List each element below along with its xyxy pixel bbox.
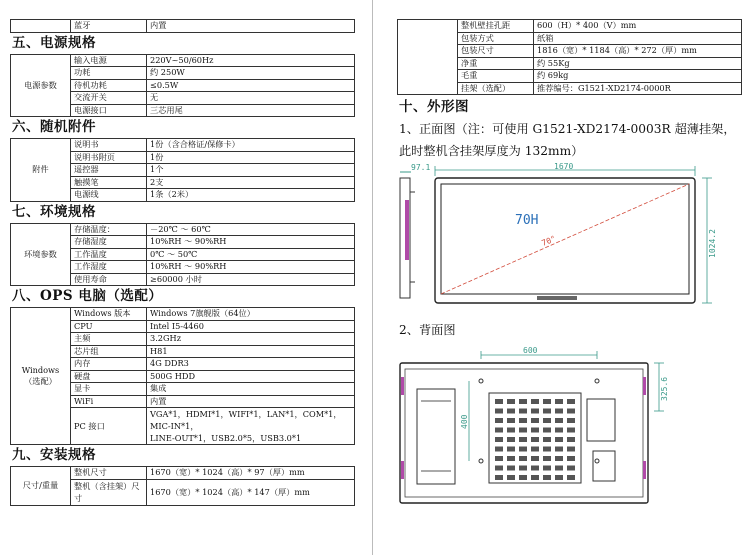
vent-slot [531, 428, 539, 433]
section-title-environment: 七、环境规格 [12, 203, 96, 220]
table-row: 包装尺寸 1816（宽）* 1184（高）* 272（厚）mm [398, 45, 742, 58]
vent-slot [507, 437, 515, 442]
vent-slot [567, 456, 575, 461]
table-row: 整机（含挂架）尺寸 1670（宽）* 1024（高）* 147（厚）mm [11, 479, 355, 505]
table-row: 存储湿度 10%RH ～ 90%RH [11, 236, 355, 249]
table-row: 交流开关 无 [11, 92, 355, 105]
vent-slot [543, 399, 551, 404]
vent-slot [567, 418, 575, 423]
model-label: 70H [515, 213, 539, 228]
table-row: 功耗 约 250W [11, 67, 355, 80]
vent-slot [531, 409, 539, 414]
table-row: Windows （选配） Windows 版本 Windows 7旗舰版（64位） [11, 308, 355, 321]
vent-slot [567, 437, 575, 442]
front-view-drawing [397, 162, 742, 317]
vent-slot [567, 409, 575, 414]
group-label: 附件 [11, 139, 71, 202]
table-row: 遥控器 1个 [11, 164, 355, 177]
vent-slot [531, 418, 539, 423]
table-row: 硬盘 500G HDD [11, 370, 355, 383]
vent-slot [531, 437, 539, 442]
height-dimension: 1024.2 [708, 229, 717, 258]
vent-slot [543, 466, 551, 471]
table-row: PC 接口 VGA*1，HDMI*1，WIFI*1，LAN*1，COM*1，MIC-IN*1， LINE-OUT*1，USB2.0*5，USB3.0*1 [11, 408, 355, 445]
vent-slot [495, 428, 503, 433]
right-column [397, 0, 742, 506]
hole-horizontal-dimension: 600 [523, 346, 538, 355]
environment-table [10, 223, 355, 287]
table-row: 工作湿度 10%RH ～ 90%RH [11, 261, 355, 274]
left-module [417, 389, 455, 484]
vent-slot [519, 466, 527, 471]
mount-hole [595, 379, 599, 383]
table-row: 显卡 集成 [11, 383, 355, 396]
back-caption: 2、背面图 [399, 323, 456, 337]
table-row: CPU Intel I5-4460 [11, 320, 355, 333]
table-row: 内存 4G DDR3 [11, 358, 355, 371]
vent-slot [543, 456, 551, 461]
width-dimension: 1670 [554, 162, 574, 171]
vent-grid [495, 399, 575, 480]
mount-hole [595, 459, 599, 463]
vent-slot [495, 475, 503, 480]
group-label: Windows （选配） [11, 308, 71, 445]
io-panel [587, 399, 615, 441]
vent-slot [555, 456, 563, 461]
table-row: 使用寿命 ≥60000 小时 [11, 273, 355, 286]
column-divider [372, 0, 373, 555]
table-row: 环境参数 存储温度： －20℃ ～ 60℃ [11, 223, 355, 236]
left-column [10, 0, 355, 506]
table-row: 主频 3.2GHz [11, 333, 355, 346]
vent-slot [507, 447, 515, 452]
diagonal-label: 70" [540, 234, 558, 248]
vent-slot [495, 399, 503, 404]
vent-slot [531, 466, 539, 471]
vent-slot [555, 409, 563, 414]
accessories-table [10, 138, 355, 202]
vent-slot [519, 456, 527, 461]
vent-slot [555, 475, 563, 480]
vent-slot [507, 456, 515, 461]
vent-slot [531, 399, 539, 404]
ops-table [10, 307, 355, 445]
table-row: 挂架（选配） 推荐编号：G1521-XD2174-0000R [398, 82, 742, 95]
vent-slot [507, 418, 515, 423]
group-label: 电源参数 [11, 54, 71, 117]
side-profile [400, 172, 415, 298]
table-row: 附件 说明书 1份（含合格证/保修卡） [11, 139, 355, 152]
panel-frame [435, 178, 695, 303]
side-dimension: 325.6 [660, 376, 669, 401]
table-row: 电源参数 输入电源 220V~50/60Hz [11, 54, 355, 67]
vent-slot [519, 409, 527, 414]
vent-slot [531, 456, 539, 461]
vent-slot [555, 399, 563, 404]
vent-slot [495, 447, 503, 452]
section-title-outline: 十、外形图 [399, 99, 469, 115]
vent-slot [519, 437, 527, 442]
vent-slot [531, 475, 539, 480]
vent-slot [567, 428, 575, 433]
section-title-power: 五、电源规格 [12, 34, 96, 51]
vent-slot [567, 447, 575, 452]
table-row: 工作温度 0℃ ～ 50℃ [11, 248, 355, 261]
depth-dimension: 97.1 [411, 163, 431, 172]
vent-slot [507, 475, 515, 480]
vent-slot [543, 418, 551, 423]
bottom-bar [537, 296, 577, 300]
table-row: 待机功耗 ≤0.5W [11, 79, 355, 92]
vent-slot [543, 428, 551, 433]
vent-slot [555, 437, 563, 442]
hole-vertical-dimension: 400 [460, 414, 469, 429]
bluetooth-table [10, 19, 355, 33]
table-row: 电源接口 三芯用尾 [11, 104, 355, 117]
back-frame [400, 363, 648, 503]
vent-slot [507, 466, 515, 471]
table-row: 说明书附页 1份 [11, 151, 355, 164]
vent-slot [519, 475, 527, 480]
vent-slot [531, 447, 539, 452]
table-row: 芯片组 H81 [11, 345, 355, 358]
diagonal-line [441, 184, 689, 294]
vent-slot [507, 428, 515, 433]
vent-slot [495, 418, 503, 423]
section-title-accessories: 六、随机附件 [12, 119, 96, 135]
vent-slot [555, 466, 563, 471]
vent-slot [495, 466, 503, 471]
vent-slot [519, 399, 527, 404]
vent-slot [519, 418, 527, 423]
install-table [10, 466, 355, 506]
section-title-install: 九、安装规格 [12, 447, 96, 463]
table-row: 包装方式 纸箱 [398, 32, 742, 45]
vent-slot [543, 475, 551, 480]
section-title-ops: 八、OPS 电脑（选配） [12, 288, 163, 304]
table-row: 蓝牙 内置 [11, 20, 355, 33]
front-caption: 1、正面图（注：可使用 G1521-XD2174-0003R 超薄挂架， 此时整机含挂架厚度为 132mm） [399, 122, 736, 158]
vent-slot [567, 399, 575, 404]
vent-slot [555, 447, 563, 452]
table-row: 净重 约 55Kg [398, 57, 742, 70]
vent-slot [519, 428, 527, 433]
ops-slot [593, 451, 615, 481]
vent-slot [519, 447, 527, 452]
mount-hole [479, 379, 483, 383]
vent-slot [507, 399, 515, 404]
group-label: 尺寸/重量 [11, 467, 71, 506]
vent-slot [495, 456, 503, 461]
vent-slot [543, 409, 551, 414]
table-row: 整机壁挂孔距 600（H）* 400（V）mm [398, 20, 742, 33]
vent-slot [555, 418, 563, 423]
vent-slot [507, 409, 515, 414]
table-row: WiFi 内置 [11, 395, 355, 408]
table-row: 尺寸/重量 整机尺寸 1670（宽）* 1024（高）* 97（厚）mm [11, 467, 355, 480]
table-row: 触摸笔 2支 [11, 176, 355, 189]
power-table [10, 54, 355, 118]
vent-slot [567, 475, 575, 480]
table-row: 毛重 约 69kg [398, 70, 742, 83]
group-label: 环境参数 [11, 223, 71, 286]
vent-slot [555, 428, 563, 433]
vent-slot [543, 437, 551, 442]
vent-slot [543, 447, 551, 452]
vent-slot [567, 466, 575, 471]
vent-slot [495, 409, 503, 414]
vent-slot [495, 437, 503, 442]
mount-hole [479, 459, 483, 463]
table-row: 电源线 1条（2米） [11, 189, 355, 202]
install-table-continued [397, 19, 742, 95]
back-view-drawing [397, 341, 742, 506]
